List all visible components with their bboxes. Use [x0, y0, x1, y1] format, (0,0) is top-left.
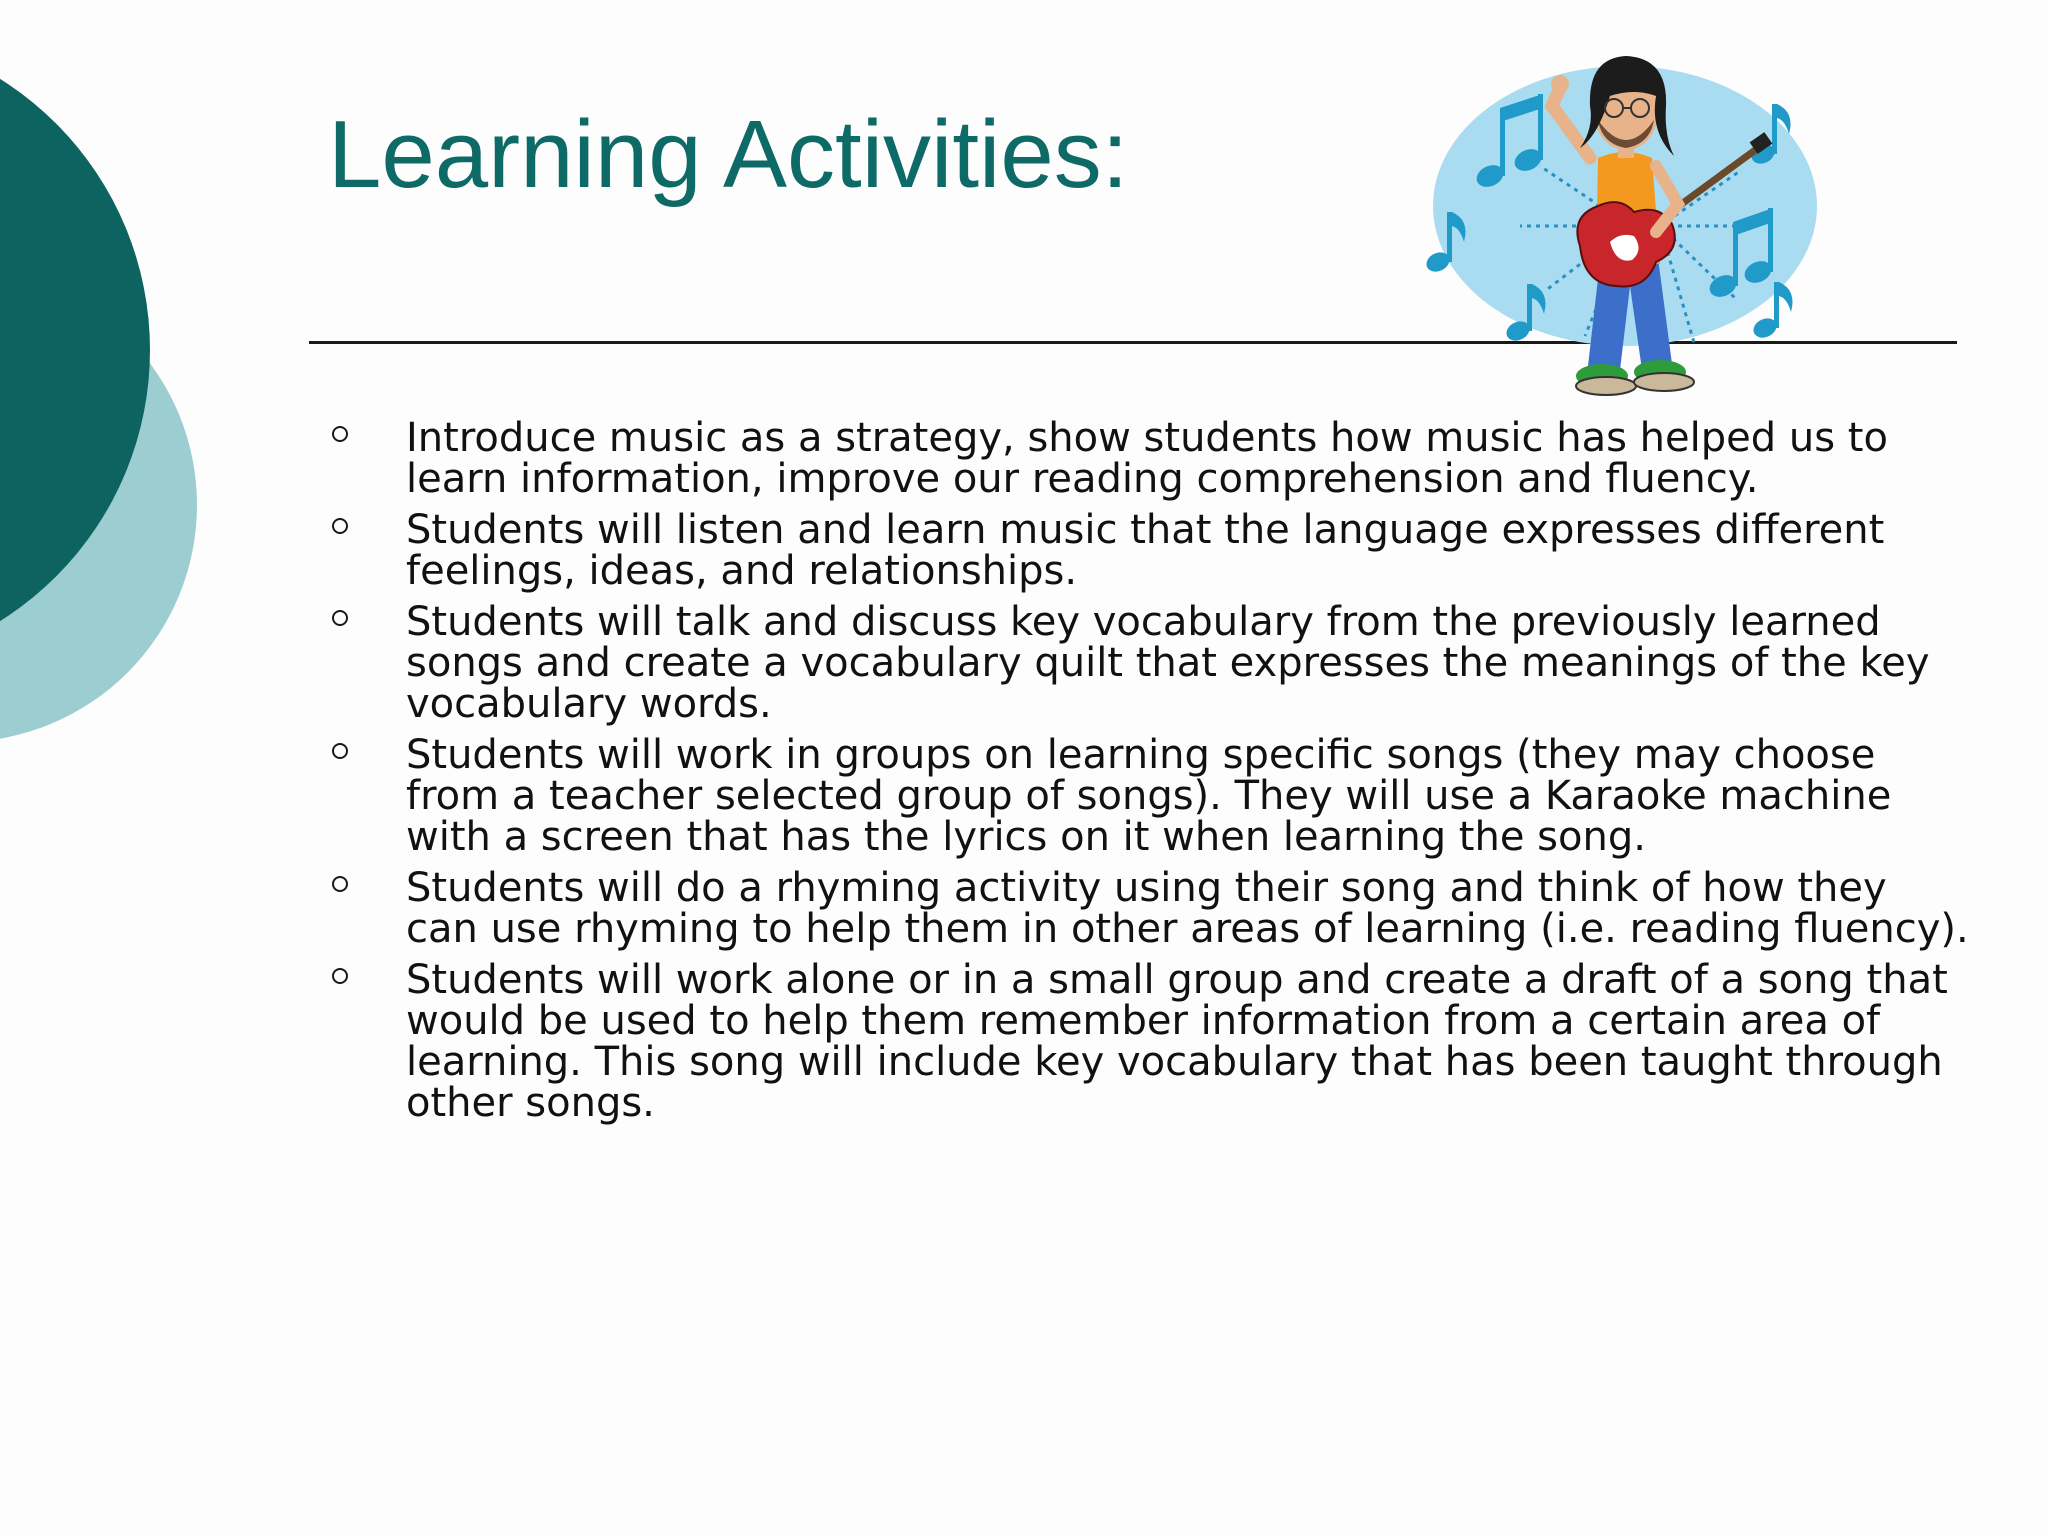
- list-item: [320, 599, 1970, 727]
- list-item-text: Students will work in groups on learning specific songs (they may choose from a teacher selected group of songs). They will use a Karaoke machine with a screen that has the lyrics on it when learning the song.: [406, 732, 1892, 860]
- activities-list: [320, 415, 1970, 1134]
- list-item: [320, 732, 1970, 860]
- list-item-text: Students will work alone or in a small group and create a draft of a song that would be used to help them remember information from a certain area of learning. This song will include key vocabulary that has been taught through other songs.: [406, 957, 1948, 1126]
- hollow-circle-bullet-icon: [332, 426, 348, 442]
- hollow-circle-bullet-icon: [332, 518, 348, 534]
- hollow-circle-bullet-icon: [332, 610, 348, 626]
- list-item: [320, 957, 1970, 1126]
- slide-title: Learning Activities:: [328, 101, 1129, 208]
- list-item-text: Students will do a rhyming activity using their song and think of how they can use rhyming to help them in other areas of learning (i.e. reading fluency).: [406, 865, 1969, 952]
- list-item: [320, 415, 1970, 502]
- list-item: [320, 507, 1970, 594]
- list-item: [320, 865, 1970, 952]
- guitarist-with-music-notes-icon: [1420, 36, 1820, 398]
- list-item-text: Students will listen and learn music that the language expresses different feelings, ideas, and relationships.: [406, 507, 1885, 594]
- hollow-circle-bullet-icon: [332, 968, 348, 984]
- decorative-circles: [0, 0, 220, 820]
- list-item-text: Introduce music as a strategy, show students how music has helped us to learn information, improve our reading comprehension and fluency.: [406, 415, 1888, 502]
- hollow-circle-bullet-icon: [332, 743, 348, 759]
- list-item-text: Students will talk and discuss key vocabulary from the previously learned songs and create a vocabulary quilt that expresses the meanings of the key vocabulary words.: [406, 599, 1930, 727]
- hollow-circle-bullet-icon: [332, 876, 348, 892]
